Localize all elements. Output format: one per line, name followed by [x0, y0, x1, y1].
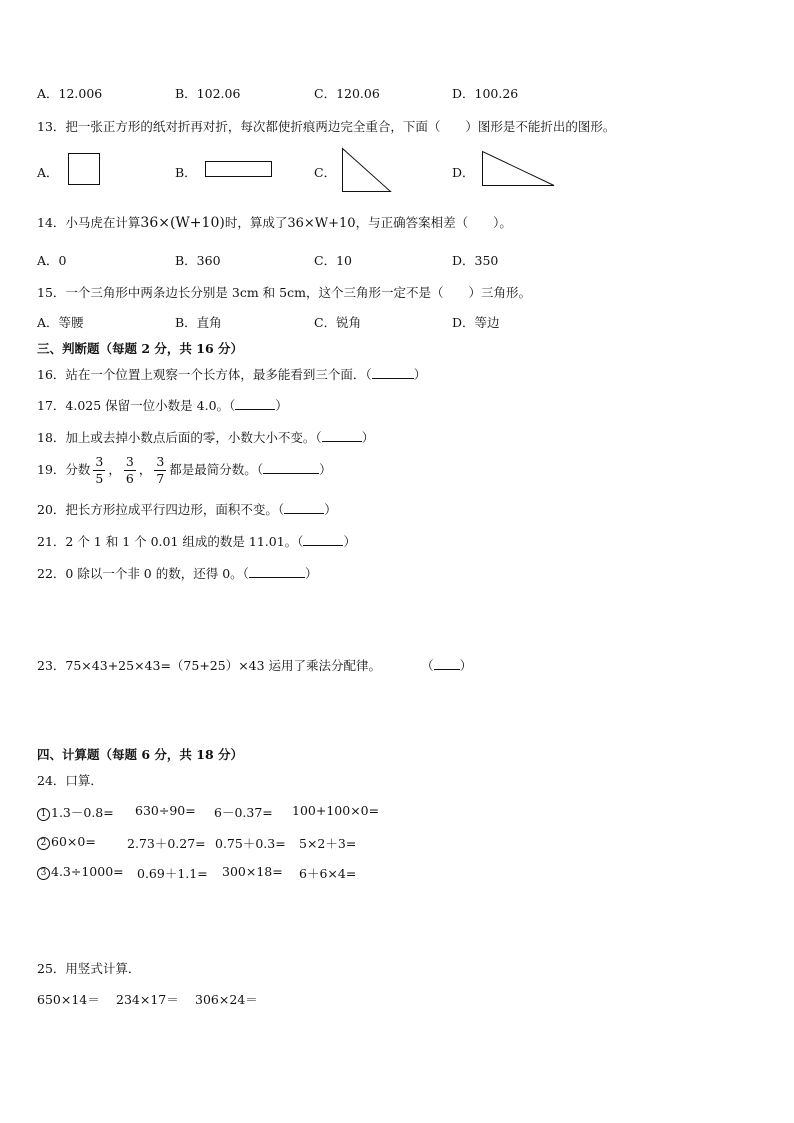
q18-text: [37, 428, 374, 446]
q25-title: 25．用竖式计算．: [37, 961, 141, 976]
q14-option-d: D．350: [452, 253, 499, 268]
q14-option-c: C．10: [314, 253, 352, 268]
fraction-3-6: $\frac{3}{6}$: [125, 454, 134, 486]
q19-close: ）: [319, 462, 332, 477]
q25-item-2: 234×17＝: [116, 992, 179, 1007]
q22-statement: 22．0 除以一个非 0 的数，还得 0。: [37, 566, 243, 581]
q19-pre: 19．分数: [37, 462, 91, 477]
q14-mid: 时，算成了: [224, 215, 288, 230]
q20-text: [37, 500, 337, 518]
q19-answer-blank[interactable]: [263, 462, 319, 474]
q18-close: ）: [361, 430, 375, 445]
q14-post: ，与正确答案相差（ ）。: [355, 215, 512, 230]
q23-open: （: [421, 658, 434, 673]
rectangle-shape: [205, 161, 272, 177]
q20-close: ）: [324, 502, 337, 517]
circled-number-3: 3: [37, 867, 50, 880]
q22-close: ）: [304, 566, 318, 581]
q25-item-1: 650×14＝: [37, 992, 100, 1007]
circled-number-2: 2: [37, 837, 50, 850]
q21-text: [37, 532, 356, 550]
q15-option-d: D．等边: [452, 315, 500, 330]
fraction-3-7: $\frac{3}{7}$: [156, 454, 165, 486]
q19-post: 都是最简分数。: [169, 462, 257, 477]
q23-answer-blank[interactable]: [434, 658, 460, 670]
q12-option-a: A．12.006: [37, 86, 103, 101]
q25-item-3: 306×24＝: [195, 992, 258, 1007]
q16-text: [37, 365, 426, 383]
square-shape: [68, 153, 100, 185]
q15-text: 15．一个三角形中两条边长分别是 3cm 和 5cm，这个三角形一定不是（ ）三角形。: [37, 285, 531, 300]
q13-label-c: C．: [314, 165, 337, 180]
q16-answer-blank[interactable]: [372, 367, 414, 379]
q24-title: 24．口算．: [37, 773, 103, 788]
q12-option-c: C．120.06: [314, 86, 380, 101]
q20-answer-blank[interactable]: [284, 502, 324, 514]
q21-statement: 21．2 个 1 和 1 个 0.01 组成的数是 11.01。: [37, 534, 298, 549]
q17-answer-blank[interactable]: [235, 398, 275, 410]
section-3-heading: 三、判断题（每题 2 分，共 16 分）: [37, 341, 244, 356]
q24-row-2-item-4: 5×2＋3=: [299, 836, 357, 851]
q15-option-c: C．锐角: [314, 315, 362, 330]
q24-row-2-item-3: 0.75＋0.3=: [215, 836, 286, 851]
q24-row-1-item-3: 6－0.37=: [214, 805, 273, 820]
q17-statement: 17．4.025 保留一位小数是 4.0。: [37, 398, 230, 413]
q12-option-b: B．102.06: [175, 86, 241, 101]
q13-label-b: B．: [175, 165, 197, 180]
q17-text: [37, 396, 288, 414]
q20-statement: 20．把长方形拉成平行四边形，面积不变。: [37, 502, 278, 517]
q21-close: ）: [343, 534, 356, 549]
q14-expr2: 36×W+10: [287, 216, 356, 231]
right-triangle-shape: [341, 147, 393, 193]
q22-text: [37, 564, 317, 582]
q24-row-3-item-1: 3 4.3÷1000=: [37, 864, 124, 880]
q24-row-2-item-1: 2 60×0=: [37, 834, 96, 850]
q14-pre: 14．小马虎在计算: [37, 215, 141, 230]
q16-statement: 16．站在一个位置上观察一个长方体，最多能看到三个面．: [37, 367, 366, 382]
section-4-heading: 四、计算题（每题 6 分，共 18 分）: [37, 747, 244, 762]
q17-open: （: [229, 398, 236, 413]
fraction-3-5: $\frac{3}{5}$: [95, 454, 104, 486]
q15-option-b: B．直角: [175, 315, 222, 330]
q24-row-3-item-4: 6＋6×4=: [299, 866, 357, 881]
q14-text: [37, 213, 512, 231]
q21-answer-blank[interactable]: [303, 534, 343, 546]
q16-close: ）: [413, 367, 427, 382]
q15-option-a: A．等腰: [37, 315, 84, 330]
q24-row-3-item-2: 0.69＋1.1=: [137, 866, 208, 881]
q14-expr1: 36×(W+10): [140, 215, 225, 231]
q18-open: （: [315, 430, 322, 445]
q13-label-a: A．: [37, 165, 59, 180]
circled-number-1: 1: [37, 808, 50, 821]
q16-open: （: [365, 367, 372, 382]
q20-open: （: [277, 502, 285, 517]
q17-close: ）: [275, 398, 288, 413]
q18-answer-blank[interactable]: [322, 430, 362, 442]
q23-close: ）: [459, 658, 473, 673]
q23-text: [37, 656, 472, 674]
q14-option-a: A．0: [37, 253, 67, 268]
q24-row-1-item-2: 630÷90=: [135, 803, 196, 818]
q18-statement: 18．加上或去掉小数点后面的零，小数大小不变。: [37, 430, 316, 445]
q19-text: 19．分数 $\frac{3}{5}$ ， $\frac{3}{6}$ ， $\frac{3}{7}$ 都是最简分数。（ ）: [37, 454, 332, 486]
q24-row-1-item-4: 100+100×0=: [292, 803, 380, 818]
q13-label-d: D．: [452, 165, 475, 180]
q12-option-d: D．100.26: [452, 86, 519, 101]
q22-answer-blank[interactable]: [249, 566, 305, 578]
q21-open: （: [297, 534, 304, 549]
q22-open: （: [242, 566, 249, 581]
obtuse-triangle-shape: [481, 150, 556, 187]
q24-row-1-item-1: 1 1.3－0.8=: [37, 803, 114, 821]
q13-text: 13．把一张正方形的纸对折再对折，每次都使折痕两边完全重合，下面（ ）图形是不能折出的图形。: [37, 119, 616, 134]
q23-statement: 23．75×43+25×43=（75+25）×43 运用了乘法分配律。: [37, 658, 382, 673]
q14-option-b: B．360: [175, 253, 221, 268]
q19-open: （: [256, 462, 264, 477]
q24-row-3-item-3: 300×18=: [222, 864, 283, 879]
q24-row-2-item-2: 2.73＋0.27=: [127, 836, 206, 851]
